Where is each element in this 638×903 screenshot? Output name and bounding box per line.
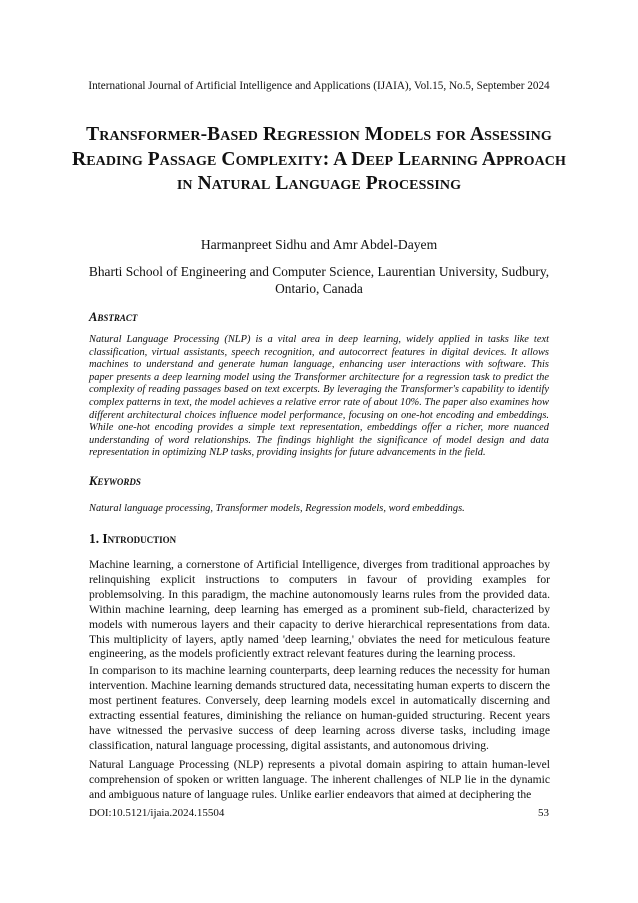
introduction-paragraph-1: Machine learning, a cornerstone of Artificial Intelligence, diverges from traditional approaches by relinquishing explicit instructions to computers in favour of providing examples for problemsolving. In this paradigm, the machine autonomously learns rules from the provided data. Within machine learning, deep learning has emerged as a prominent sub-field, characterized by models with numerous layers and their capacity to derive hierarchical representations from data. This multiplicity of layers, aptly named 'deep learning,' obviates the need for meticulous feature engineering, as the models proficiently extract relevant features during the learning process. [89, 558, 550, 661]
paper-title: Transformer-Based Regression Models for Assessing Reading Passage Complexity: A Deep Learning Approach in Natural Language Processing [72, 124, 566, 194]
footer-page-number: 53 [538, 807, 549, 819]
keywords-heading: Keywords [89, 474, 141, 488]
paper-authors: Harmanpreet Sidhu and Amr Abdel-Dayem [200, 237, 438, 252]
journal-header: International Journal of Artificial Intelligence and Applications (IJAIA), Vol.15, No.5, September 2024 [88, 80, 550, 92]
paper-affiliation: Bharti School of Engineering and Computer Science, Laurentian University, Sudbury, Ontario, Canada [88, 264, 550, 296]
introduction-heading: 1. Introduction [89, 531, 177, 546]
introduction-paragraph-3: Natural Language Processing (NLP) represents a pivotal domain aspiring to attain human-level comprehension of spoken or written language. The inherent challenges of NLP lie in the dynamic and ambiguous nature of language rules. Unlike earlier endeavors that aimed at deciphering the [89, 758, 550, 801]
footer-doi: DOI:10.5121/ijaia.2024.15504 [89, 807, 225, 819]
abstract-text: Natural Language Processing (NLP) is a vital area in deep learning, widely applied in tasks like text classification, virtual assistants, speech recognition, and autocorrect features in digital devices. It allows machines to understand and generate human language, enhancing user interactions with software. This paper presents a deep learning model using the Transformer architecture for a regression task to predict the complexity of reading passages based on text excerpts. By leveraging the Transformer's capability to identify complex patterns in text, the model achieves a relative error rate of about 10%. The paper also examines how different architectural choices influence model performance, focusing on one-hot encoding and embeddings. While one-hot encoding provides a simple text representation, embeddings offer a richer, more nuanced understanding of word relationships. The findings highlight the significance of model design and data representation in optimizing NLP tasks, providing insights for future advancements in the field. [89, 334, 549, 459]
abstract-heading: Abstract [89, 310, 138, 324]
introduction-paragraph-2: In comparison to its machine learning counterparts, deep learning reduces the necessity for human intervention. Machine learning demands structured data, necessitating human experts to discern the most pertinent features. Conversely, deep learning models excel in automatically discerning and extracting essential features, diminishing the reliance on human-guided structuring. Recent years have witnessed the pervasive success of deep learning across diverse tasks, including image classification, natural language processing, digital assistants, and autonomous driving. [89, 664, 550, 752]
keywords-text: Natural language processing, Transformer models, Regression models, word embeddings. [89, 503, 465, 514]
